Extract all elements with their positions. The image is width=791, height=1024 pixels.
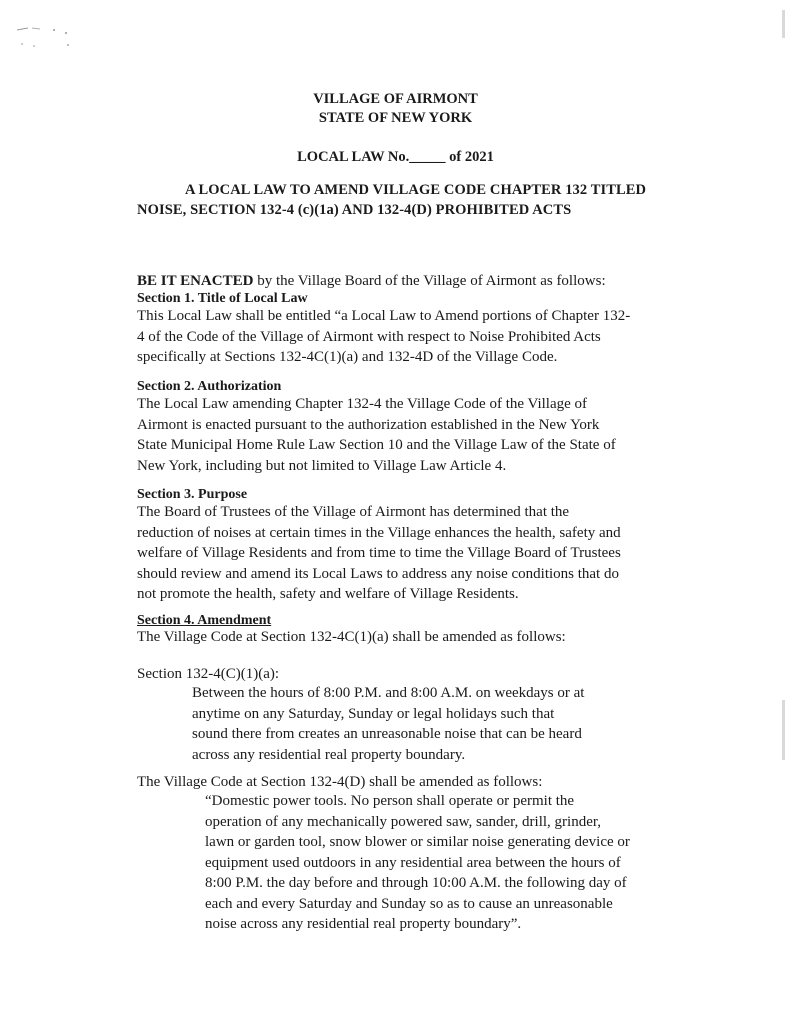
section-4-sub-label: Section 132-4(C)(1)(a): (137, 666, 280, 682)
scan-edge-mark-middle (782, 700, 785, 760)
village-name: VILLAGE OF AIRMONT (313, 91, 478, 107)
section-4-second-body: “Domestic power tools. No person shall operate or permit the operation of any mechanically powered saw, sander, drill, grinder, lawn or garden tool, snow blower or similar noise generating device or equipment used outdoors in any residential area between the hours of 8:00 P.M. the day before and through 10:00 A.M. the following day of each and every Saturday and Sunday so as to cause an unreasonable noise across any residential real property boundary”. (205, 793, 630, 932)
scan-edge-mark-top (782, 10, 785, 38)
section-1-body: This Local Law shall be entitled “a Local Law to Amend portions of Chapter 132- 4 of the Code of the Village of Airmont with respect to Noise Prohibited Acts specifically at Sections 132-4C(1)(a) and 132-4D of the Village Code. (137, 308, 631, 365)
section-4-second-intro: The Village Code at Section 132-4(D) shall be amended as follows: (137, 774, 543, 790)
section-2-body: The Local Law amending Chapter 132-4 the Village Code of the Village of Airmont is enacted pursuant to the authorization established in the New York State Municipal Home Rule Law Section 10 and the Village Law of the State of New York, including but not limited to Village Law Article 4. (137, 396, 616, 474)
enactment-bold: BE IT ENACTED (137, 272, 254, 289)
section-3-heading: Section 3. Purpose (137, 487, 248, 502)
section-1-heading: Section 1. Title of Local Law (137, 291, 308, 306)
enactment-clause (137, 250, 657, 291)
state-name: STATE OF NEW YORK (318, 110, 473, 126)
section-4-intro: The Village Code at Section 132-4C(1)(a) shall be amended as follows: (137, 629, 566, 645)
section-2-heading: Section 2. Authorization (137, 379, 282, 394)
section-4-heading: Section 4. Amendment (137, 613, 272, 628)
local-law-number: LOCAL LAW No._____ of 2021 (297, 149, 494, 165)
enactment-text: by the Village Board of the Village of Airmont as follows: (253, 272, 606, 289)
law-title: A LOCAL LAW TO AMEND VILLAGE CODE CHAPTER 132 TITLED NOISE, SECTION 132-4 (c)(1a) AND 132-4(D) PROHIBITED ACTS (137, 182, 647, 218)
scan-specks (14, 24, 84, 52)
section-4-sub-body: Between the hours of 8:00 P.M. and 8:00 A.M. on weekdays or at anytime on any Saturday, Sunday or legal holidays such that sound there from creates an unreasonable noise that can be heard across any residential real property boundary. (192, 685, 585, 763)
section-3-body: The Board of Trustees of the Village of Airmont has determined that the reduction of noises at certain times in the Village enhances the health, safety and welfare of Village Residents and from time to time the Village Board of Trustees should review and amend its Local Laws to address any noise conditions that do not promote the health, safety and welfare of Village Residents. (137, 504, 621, 602)
